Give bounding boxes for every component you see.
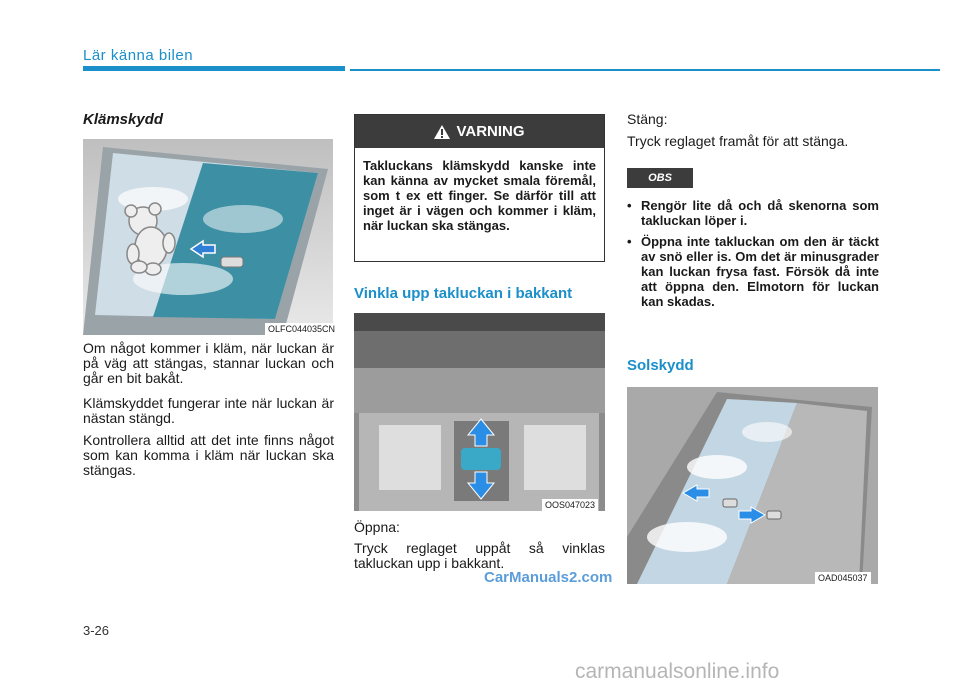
header-rule-thin: [350, 69, 940, 71]
warning-title: VARNING: [456, 123, 525, 140]
close-text: Tryck reglaget framåt för att stänga.: [627, 133, 849, 149]
open-label: Öppna:: [354, 519, 400, 535]
warning-box: [354, 114, 605, 262]
obs-badge: OBS: [627, 168, 693, 188]
warning-header: [355, 115, 604, 148]
bullet-text: Öppna inte takluckan om den är täckt av snö eller is. Om det är minusgrader kan luckan frysa fast. Försök då inte att öppna den. Elmotorn för luckan kan skadas.: [641, 234, 879, 309]
bullet-dot-icon: •: [627, 234, 632, 249]
page-number: 3-26: [83, 623, 110, 638]
header-rule-thick: [83, 66, 345, 71]
watermark-carmanuals2: CarManuals2.com: [484, 569, 613, 586]
image-code-2: OOS047023: [542, 499, 598, 511]
sunroof-pinch-illustration: [83, 139, 333, 335]
paragraph-2: Klämskyddet fungerar inte när luckan är nästan stängd.: [83, 395, 334, 426]
obs-bullet-list: [627, 198, 879, 315]
close-label: Stäng:: [627, 111, 668, 127]
sunroof-pinch-photo: [83, 139, 333, 335]
image-code-3: OAD045037: [815, 572, 871, 584]
warning-triangle-icon: [434, 125, 450, 139]
bullet-item: [627, 234, 879, 309]
tilt-section-title: Vinkla upp takluckan i bakkant: [354, 285, 573, 302]
sunshade-section-title: Solskydd: [627, 357, 694, 374]
section-header: Lär känna bilen: [83, 47, 194, 64]
bullet-text: Rengör lite då och då skenorna som takluckan löper i.: [641, 198, 879, 228]
open-text: Tryck reglaget uppåt så vinklas takluckan upp i bakkant.: [354, 540, 605, 571]
paragraph-3: Kontrollera alltid att det inte finns något som kan komma i kläm när luckan ska stängas.: [83, 432, 334, 478]
tilt-switch-photo: [354, 313, 605, 511]
image-code-1: OLFC044035CN: [265, 323, 338, 335]
paragraph-1: Om något kommer i kläm, när luckan är på väg att stängas, stannar luckan och går en bit bakåt.: [83, 340, 334, 386]
sunshade-illustration: [627, 387, 878, 584]
kl-mskydd-title: Klämskydd: [83, 111, 164, 128]
bullet-dot-icon: •: [627, 198, 632, 213]
watermark-carmanualsonline: carmanualsonline.info: [575, 660, 780, 683]
warning-text: Takluckans klämskydd kanske inte kan känna av mycket smala föremål, som t ex ett finger. Se därför till att inget är i vägen och kommer i kläm, när luckan ska stängas.: [363, 158, 596, 233]
bullet-item: [627, 198, 879, 228]
sunshade-photo: [627, 387, 878, 584]
tilt-switch-illustration: [354, 313, 605, 511]
